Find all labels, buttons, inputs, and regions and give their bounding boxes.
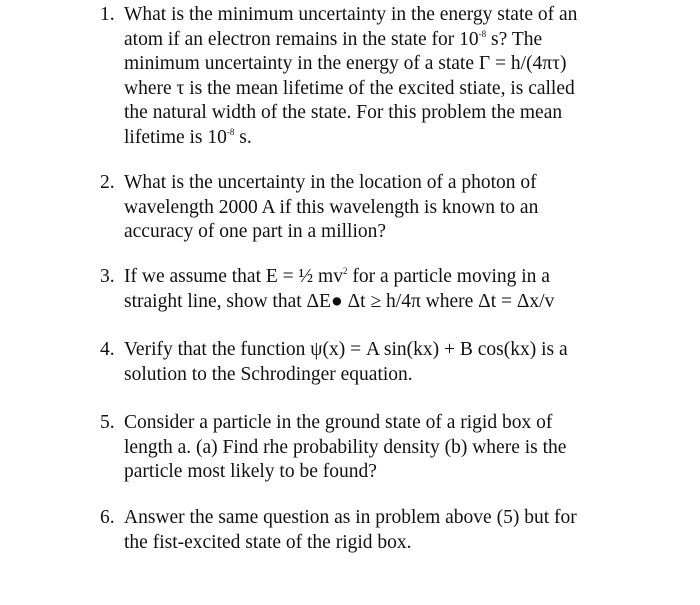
- problem-text-line: Answer the same question as in problem above (5) but for: [124, 507, 577, 528]
- problem-number: 4.: [100, 339, 115, 360]
- problem-text-line: length a. (a) Find rhe probability density (b) where is the: [124, 436, 567, 458]
- problem-text-line: the natural width of the state. For this problem the mean: [124, 102, 563, 123]
- problem-6: [100, 506, 620, 555]
- problem-number: 1.: [100, 4, 115, 25]
- problem-text-line: the fist-excited state of the rigid box.: [124, 531, 412, 553]
- problem-text-line: minimum uncertainty in the energy of a state Γ = h/(4πτ): [124, 53, 567, 74]
- problem-text-line: straight line, show that ΔE● Δt ≥ h/4π where Δt = Δx/v: [124, 290, 555, 312]
- problem-number: 2.: [100, 172, 115, 193]
- problem-text-line: wavelength 2000 A if this wavelength is known to an: [124, 196, 539, 218]
- problem-5: [100, 411, 620, 485]
- exponent: 2: [342, 266, 348, 276]
- problem-number: 3.: [100, 266, 115, 287]
- problem-text-line: Consider a particle in the ground state of a rigid box of: [124, 412, 553, 433]
- exponent: -8: [226, 126, 235, 137]
- problem-text-line: Verify that the function ψ(x) = A sin(kx) + B cos(kx) is a: [124, 339, 568, 360]
- problem-text-line: What is the uncertainty in the location of a photon of: [124, 172, 537, 193]
- problem-text-line: where τ is the mean lifetime of the excited stiate, is called: [124, 77, 575, 99]
- problem-text-line: accuracy of one part in a million?: [124, 221, 387, 242]
- problem-text-line: What is the minimum uncertainty in the energy state of an: [124, 4, 578, 25]
- problem-1: [100, 3, 620, 150]
- problem-number: 6.: [100, 507, 115, 528]
- problem-4: [100, 338, 620, 387]
- problem-text-line: lifetime is $10^{-8}$ s.: [124, 126, 252, 148]
- problem-2: [100, 171, 620, 245]
- problem-text-line: atom if an electron remains in the state for $10^{-8}$ s? The: [124, 28, 543, 50]
- exponent: -8: [478, 28, 487, 39]
- problem-number: 5.: [100, 412, 115, 433]
- problem-3: [100, 265, 620, 314]
- problem-text-line: If we assume that E = ½ $mv^2$ for a particle moving in a: [124, 266, 550, 287]
- problem-text-line: particle most likely to be found?: [124, 461, 377, 482]
- problem-text-line: solution to the Schrodinger equation.: [124, 363, 413, 385]
